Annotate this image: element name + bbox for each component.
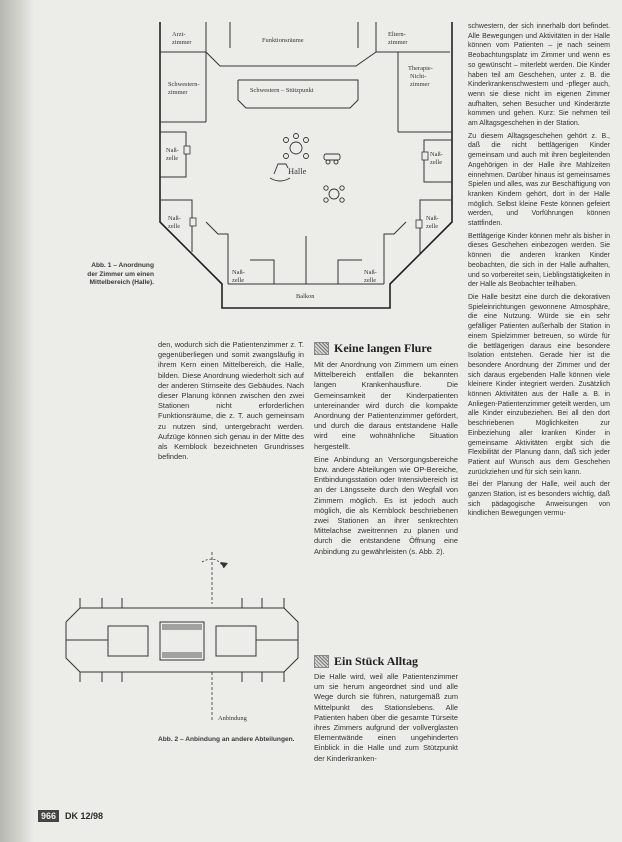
room-arzt-label-2: zimmer [172,39,192,46]
room-halle-label: Halle [288,166,307,176]
paragraph: Die Halle besitzt eine durch die dekorativen Spieleinrichtungen gewonnene Atmosphäre, die eine Nutzung. Würde sie ein sehr gefälliger Patienten außerhalb der Station in einem Spielzimmer betreuen, so würde für die bettlägerigen daraus eine besondere Isolation entstehen. Gerade hier ist die besondere Anordnung der Zimmer und der sich daraus ergebenden Halle können viele kleinere Kinder integriert werden. Zusätzlich können Aktivitäten aus der Halle a. B. in Anliegen-Patientenzimmer geteilt werden, um alle Kinder einzubeziehen. Bei all den dort beschriebenen Möglichkeiten zur Einbeziehung aller kranken Kinder in gemeinsame Aktivitäten ergibt sich die Flexibilität der Planung dann, daß sich jeder Patient auf Wunsch aus dem Geschehen zurückziehen und für sich sein kann. [468,293,610,476]
section-heading-text: Ein Stück Alltag [334,654,419,668]
room-nasszelle-4-label-1: Naß- [426,215,439,222]
figure-2-anbindung-label: Anbindung [218,715,247,722]
page-footer [38,810,103,822]
article-text-column-right [468,22,610,522]
figure-2-caption: Abb. 2 – Anbindung an andere Abteilungen. [158,736,295,743]
room-nasszelle-2-label-1: Naß- [430,151,443,158]
hall-table-icon [284,134,309,159]
section-heading-text: Keine langen Flure [334,341,432,355]
section-heading-keine-langen-flure [314,341,432,356]
heading-marker-icon [314,655,329,668]
article-text-column-center [314,360,458,560]
heading-marker-icon [314,342,329,355]
issue-label: DK 12/98 [65,811,104,821]
room-nasszelle-6-label-2: zelle [364,277,377,284]
room-schwestern-label-1: Schwestern- [168,81,200,88]
article-text-column-center-bottom: Die Halle wird, weil alle Patientenzimmer um sie herum angeordnet sind und alle Wege durch sie führen, naturgemäß zum Mittelpunkt des Stationslebens. Alle Patienten haben über die gesamte Türseite ihres Zimmers aufgrund der vollverglasten Elementwände einen ungehinderten Einblick in die Halle und zum Stützpunkt der Kinderkranken- [314,672,458,763]
paragraph: Mit der Anordnung von Zimmern um einen Mittelbereich entfallen die bekannten langen Krankenhausflure. Die Gemeinsamkeit der Kinderpatienten untereinander wird durch die kompakte Anordnung der Patientenzimmer gefördert, und durch die daraus entstandene Halle wird eine wohnähnliche Situation hergestellt. [314,360,458,451]
paragraph: Bei der Planung der Halle, weil auch der ganzen Station, ist es besonders wichtig, daß sich pädagogische Anweisungen von kindlichen Bewegungen vermu- [468,481,610,518]
hall-toy-car-icon [324,154,340,164]
plan-inner-walls [160,22,452,284]
room-funktion-label: Funktionsräume [262,37,304,44]
paragraph: Zu diesem Alltagsgeschehen gehört z. B., daß die nicht bettlägerigen Kinder gemeinsam und auch mit ihren begleitenden Angehörigen in der Halle ihre Mahlzeiten einnehmen. Darüber hinaus ist gemeinsames Spielen und alles, was zur Beschäftigung von kranken Kindern gehört, dort in der Halle möglich. Selbst kleine Feste können gefeiert werden, und Vorführungen können stattfinden. [468,132,610,228]
room-nasszelle-6-label-1: Naß- [364,269,377,276]
room-nasszelle-3-label-2: zelle [168,223,181,230]
room-nasszelle-1-label-1: Naß- [166,147,179,154]
room-therapie-label-3: zimmer [410,81,430,88]
article-text-column-mid-top: den, wodurch sich die Patientenzimmer z. T. gegenüberliegen und somit zwangsläufig in ihrem Kern einen Mittelbereich, die Halle, bilden. Diese Anordnung wiederholt sich auf der anderen Stirnseite des Gebäudes. Nach dieser Planung können zwischen den zwei Stationen nicht erforderlichen Funktionsräume, die z. T. auch gemeinsam zu nutzen sind, untergebracht werden. Aufzüge können sich genau in der Mitte des als Kernblock bezeichneten Grundrisses befinden. [158,340,304,462]
figure-1-floor-plan [158,22,458,310]
room-arzt-label-1: Arzt- [172,31,186,38]
page-binding-shadow [0,0,34,842]
hall-rocking-horse-icon [270,164,290,181]
room-balkon-label: Balkon [296,293,315,300]
room-nasszelle-1-label-2: zelle [166,155,179,162]
page-number: 966 [38,810,59,822]
room-nasszelle-4-label-2: zelle [426,223,439,230]
paragraph: schwestern, der sich innerhalb dort befindet. Alle Bewegungen und Aktivitäten in der Halle können vom Patienten – je nach seinem Beobachtungsplatz im Zimmer und wenn es so gewünscht – miterlebt werden. Die Kinder haben teil am Geschehen, unter z. B. die Kinderkrankenschwestern und -pfleger auch, wenn sie diese nicht im eigenen Zimmer aufhalten, sehen Besucher und Kinderärzte kommen und gehen. Kurz: Sie nehmen teil am Alltagsgeschehen in der Station. [468,23,610,128]
figure-2-hatching [162,624,202,658]
section-heading-ein-stueck-alltag [314,654,418,669]
room-nasszelle-5-label-2: zelle [232,277,245,284]
figure-2-plan-sketch [62,548,302,728]
hall-table-icon-2 [324,186,344,202]
room-nasszelle-3-label-1: Naß- [168,215,181,222]
room-therapie-label-1: Therapie- [408,65,433,72]
room-schwestern-label-2: zimmer [168,89,188,96]
room-eltern-label-2: zimmer [388,39,408,46]
room-nasszelle-2-label-2: zelle [430,159,443,166]
paragraph: Eine Anbindung an Versorgungsbereiche bzw. andere Abteilungen wie OP-Bereiche, Entbindungsstation oder Intensivbereich ist an der Längsseite durch den Wegfall von Zimmern möglich. Es ist jedoch auch möglich, die als Kernblock beschriebenen zwei Stationen an ihrer senkrechten Mittelachse zweitrennen zu planen und durch die entstandene Öffnung eine Anbindung zu gewährleisten (s. Abb. 2). [314,454,458,556]
room-stuetzpunkt-label: Schwestern – Stützpunkt [250,87,314,94]
room-eltern-label-1: Eltern- [388,31,406,38]
paragraph: Bettlägerige Kinder können mehr als bisher in dieses Geschehen einbezogen werden. Sie können die anderen kranken Kinder beobachten, die sich in der Halle aufhalten, und so vorbereitet sein, Lieblingstätigkeiten in der Halle als Beobachter teilhaben. [468,232,610,289]
room-nasszelle-5-label-1: Naß- [232,269,245,276]
room-therapie-label-2: Nicht- [410,73,427,80]
figure-1-caption: Abb. 1 – Anordnung der Zimmer um einen Mittelbereich (Halle). [87,262,154,287]
